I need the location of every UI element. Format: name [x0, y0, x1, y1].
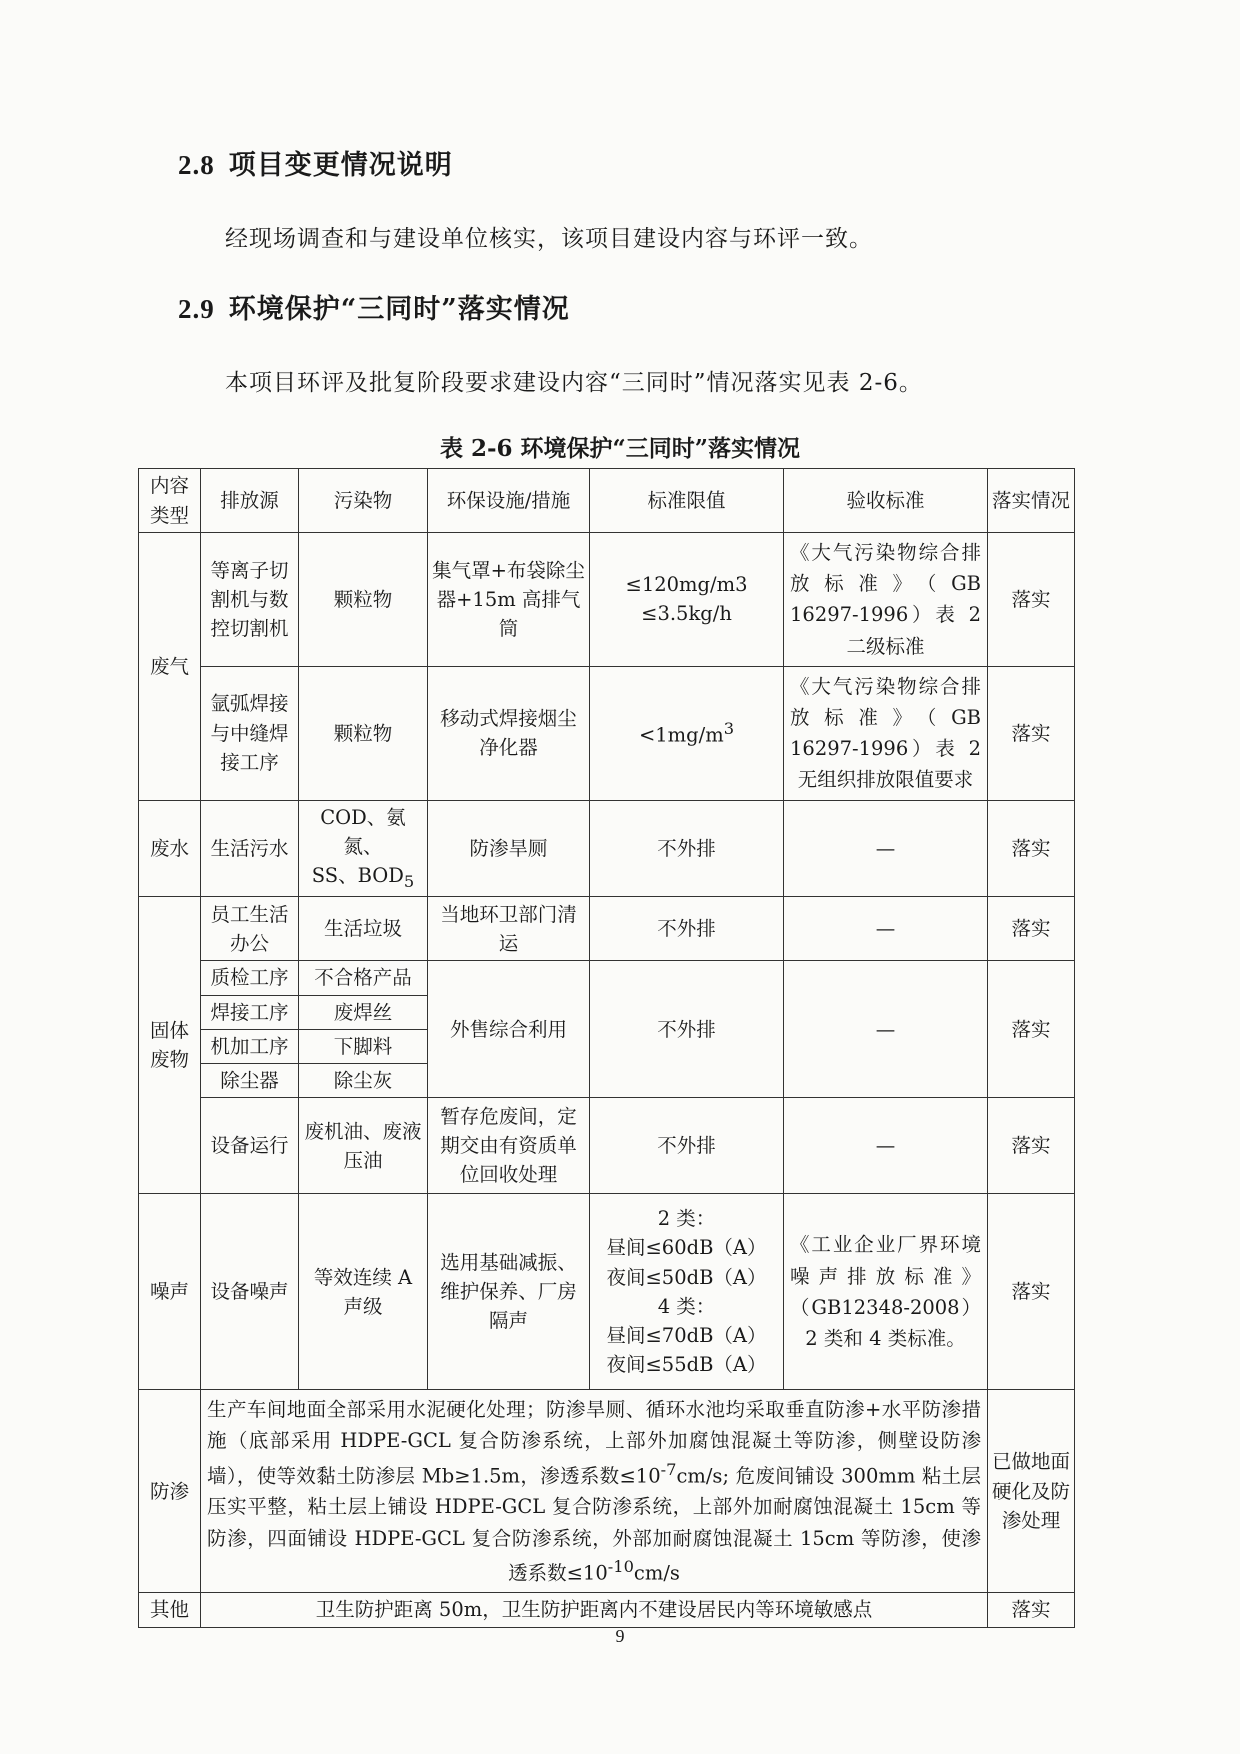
- status-cell: 落实: [988, 666, 1075, 800]
- limit-cell: 不外排: [590, 961, 784, 1098]
- seepage-exponent: -10: [607, 1556, 634, 1576]
- header-cell: 落实情况: [988, 469, 1075, 533]
- table-row: [139, 1390, 1075, 1593]
- status-cell: 落实: [988, 897, 1075, 961]
- limit-line: 4 类：: [657, 1294, 716, 1318]
- section-2-9-text: 本项目环评及批复阶段要求建设内容“三同时”情况落实见表 2-6。: [225, 370, 923, 396]
- status-cell: 落实: [988, 1194, 1075, 1390]
- pollutant-cell: 除尘灰: [299, 1064, 428, 1098]
- measure-cell: 暂存危废间，定期交由有资质单位回收处理: [428, 1098, 590, 1194]
- status-cell: 落实: [988, 800, 1075, 897]
- seepage-text: 生产车间地面全部采用水泥硬化处理；防渗旱厕、循环水池均采取垂直防渗+水平防渗措施（底部采用 HDPE-GCL 复合防渗系统，上部外加腐蚀混凝土等防渗，侧壁设防渗墙），使等效黏土防渗层 Mb≥1.5m，渗透系数≤10: [207, 1398, 981, 1488]
- source-cell: 除尘器: [201, 1064, 299, 1098]
- source-cell: 等离子切割机与数控切割机: [201, 533, 299, 667]
- pollutant-cell: 废焊丝: [299, 995, 428, 1029]
- header-cell: 内容类型: [139, 469, 201, 533]
- table-caption: 表 2-6 环境保护“三同时”落实情况: [439, 435, 801, 462]
- pollutant-cell: [299, 800, 428, 897]
- pollutant-cell: 废机油、废液压油: [299, 1098, 428, 1194]
- limit-line: ≤3.5kg/h: [641, 602, 732, 626]
- limit-cell: 不外排: [590, 1098, 784, 1194]
- limit-cell: [590, 533, 784, 667]
- limit-cell: [590, 666, 784, 800]
- pollutant-line: COD、氨氮、: [320, 805, 406, 858]
- limit-line: 夜间≤55dB（A）: [606, 1353, 767, 1377]
- limit-cell: 不外排: [590, 897, 784, 961]
- seepage-text-cell: [201, 1390, 988, 1593]
- measure-cell: 选用基础减振、维护保养、厂房隔声: [428, 1194, 590, 1390]
- limit-cell: 不外排: [590, 800, 784, 897]
- seepage-text: cm/s; 危废间铺设 300mm 粘土层压实平整，粘土层上铺设 HDPE-GCL 复合防渗系统，上部外加耐腐蚀混凝土 15cm 等防渗，四面铺设 HDPE-GCL 复合防渗系统，外部加耐腐蚀混凝土 15cm 等防渗，使渗透系数≤10: [207, 1464, 981, 1585]
- table-row: [139, 533, 1075, 667]
- limit-line: 昼间≤70dB（A）: [606, 1324, 767, 1348]
- type-cell: 废水: [139, 800, 201, 897]
- standard-cell: 《大气污染物综合排放标准》（GB 16297-1996）表 2 无组织排放限值要求: [784, 666, 988, 800]
- type-cell: 其他: [139, 1593, 201, 1627]
- source-cell: 生活污水: [201, 800, 299, 897]
- pollutant-text: SS、BOD: [311, 864, 404, 887]
- header-cell: 验收标准: [784, 469, 988, 533]
- measure-cell: 集气罩+布袋除尘器+15m 高排气筒: [428, 533, 590, 667]
- table-row: [139, 800, 1075, 897]
- limit-line: 夜间≤50dB（A）: [606, 1265, 767, 1289]
- type-cell: 废气: [139, 533, 201, 801]
- table-row: [139, 961, 1075, 995]
- header-cell: 污染物: [299, 469, 428, 533]
- seepage-text: cm/s: [633, 1561, 680, 1585]
- table-row: [139, 897, 1075, 961]
- three-simultaneous-table: [138, 468, 1075, 1628]
- pollutant-line-2: [302, 861, 424, 894]
- pollutant-cell: 颗粒物: [299, 666, 428, 800]
- pollutant-cell: 颗粒物: [299, 533, 428, 667]
- section-2-8-text: 经现场调查和与建设单位核实，该项目建设内容与环评一致。: [225, 226, 873, 252]
- status-cell: 已做地面硬化及防渗处理: [988, 1390, 1075, 1593]
- source-cell: 质检工序: [201, 961, 299, 995]
- measure-cell: 当地环卫部门清运: [428, 897, 590, 961]
- status-cell: 落实: [988, 533, 1075, 667]
- source-cell: 设备运行: [201, 1098, 299, 1194]
- page-number: 9: [615, 1626, 625, 1646]
- standard-cell: 《工业企业厂界环境噪声排放标准》（GB12348-2008）2 类和 4 类标准。: [784, 1194, 988, 1390]
- section-2-9-title: 环境保护“三同时”落实情况: [228, 294, 570, 325]
- pollutant-cell: 等效连续 A 声级: [299, 1194, 428, 1390]
- header-cell: 环保设施/措施: [428, 469, 590, 533]
- table-row: [139, 1593, 1075, 1627]
- seepage-exponent: -7: [660, 1459, 677, 1479]
- source-cell: 氩弧焊接与中缝焊接工序: [201, 666, 299, 800]
- standard-cell: 《大气污染物综合排放标准》（GB 16297-1996）表 2 二级标准: [784, 533, 988, 667]
- standard-cell: —: [784, 1098, 988, 1194]
- standard-cell: —: [784, 961, 988, 1098]
- section-2-8-number: 2.8: [178, 150, 215, 180]
- source-cell: 焊接工序: [201, 995, 299, 1029]
- limit-cell: [590, 1194, 784, 1390]
- source-cell: 机加工序: [201, 1029, 299, 1063]
- section-2-8-heading: [178, 143, 453, 182]
- measure-cell: 外售综合利用: [428, 961, 590, 1098]
- type-cell: 噪声: [139, 1194, 201, 1390]
- table-header-row: [139, 469, 1075, 533]
- status-cell: 落实: [988, 1593, 1075, 1627]
- limit-line: 2 类：: [657, 1207, 716, 1231]
- type-cell: 防渗: [139, 1390, 201, 1593]
- table-row: [139, 1194, 1075, 1390]
- pollutant-cell: 不合格产品: [299, 961, 428, 995]
- measure-cell: 移动式焊接烟尘净化器: [428, 666, 590, 800]
- pollutant-cell: 下脚料: [299, 1029, 428, 1063]
- source-cell: 设备噪声: [201, 1194, 299, 1390]
- limit-superscript: 3: [723, 718, 735, 738]
- limit-line: ≤120mg/m3: [625, 573, 748, 597]
- pollutant-cell: 生活垃圾: [299, 897, 428, 961]
- pollutant-subscript: 5: [403, 871, 415, 891]
- measure-cell: 防渗旱厕: [428, 800, 590, 897]
- limit-line: 昼间≤60dB（A）: [606, 1236, 767, 1260]
- section-2-8-title: 项目变更情况说明: [228, 150, 453, 181]
- other-text-cell: 卫生防护距离 50m，卫生防护距离内不建设居民内等环境敏感点: [201, 1593, 988, 1627]
- standard-cell: —: [784, 897, 988, 961]
- type-cell: 固体废物: [139, 897, 201, 1194]
- limit-text: <1mg/m: [638, 723, 724, 747]
- status-cell: 落实: [988, 1098, 1075, 1194]
- status-cell: 落实: [988, 961, 1075, 1098]
- section-2-9-heading: [178, 287, 570, 326]
- header-cell: 排放源: [201, 469, 299, 533]
- header-cell: 标准限值: [590, 469, 784, 533]
- source-cell: 员工生活办公: [201, 897, 299, 961]
- table-row: [139, 666, 1075, 800]
- table-row: [139, 1098, 1075, 1194]
- section-2-9-number: 2.9: [178, 294, 215, 324]
- standard-cell: —: [784, 800, 988, 897]
